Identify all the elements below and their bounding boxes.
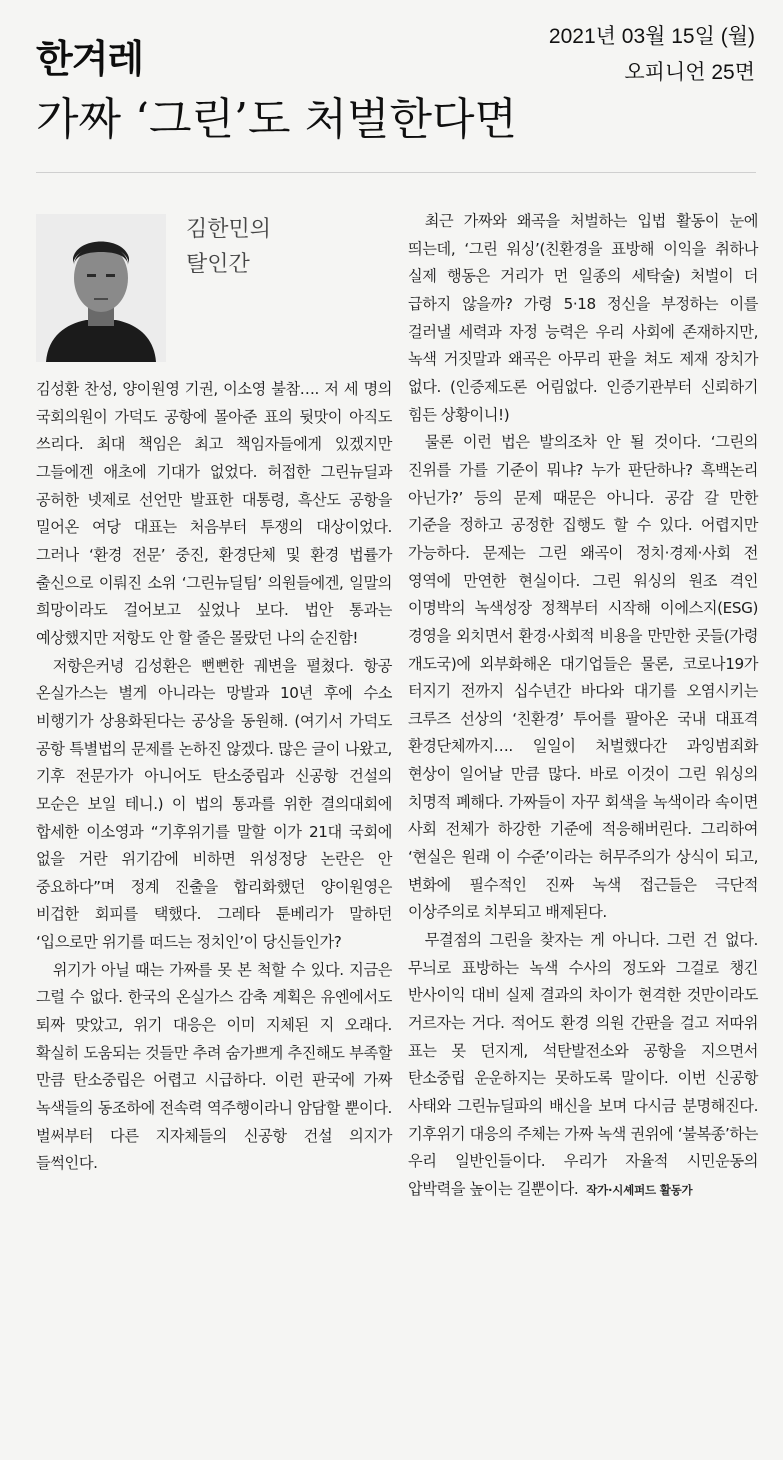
paragraph: 최근 가짜와 왜곡을 처벌하는 입법 활동이 눈에 띄는데, ‘그린 워싱’(친환경을 표방해 이익을 취하나 실제 행동은 거리가 먼 일종의 세탁술) 처벌이 더 급하지 않을까? 가령 5·18 정신을 부정하는 이를 걸러낼 세력과 자정 능력은 우리 사회에 존재하지만, 녹색 거짓말과 왜곡은 아무리 판을 쳐도 제재 장치가 없다. (인증제도론 어림없다. 인증기관부터 신뢰하기 힘든 상황이니!) (408, 212, 758, 424)
paragraph: 저항은커녕 김성환은 뻔뻔한 궤변을 펼쳤다. 항공 온실가스는 별게 아니라는 망발과 10년 후에 수소 비행기가 상용화된다는 공상을 동원해. (여기서 가덕도 공항 특별법의 문제를 논하진 않겠다. 많은 글이 나왔고, 기후 전문가가 아니어도 탄소중립과 신공항 건설의 모순은 보일 테니.) 이 법의 통과를 위한 결의대회에 합세한 이소영과 “기후위기를 말할 이가 21대 국회에 없을 거란 위기감에 비하면 위성정당 논란은 안 중요하다”며 정계 진출을 합리화했던 양이원영은 비겁한 회피를 택했다. 그레타 툰베리가 말하던 ‘입으로만 위기를 떠드는 정치인’이 당신들인가? (36, 656, 392, 952)
right-column-text (408, 208, 758, 1204)
article-headline: 가짜 ‘그린’도 처벌한다면 (36, 94, 517, 145)
paragraph: 위기가 아닐 때는 가짜를 못 본 척할 수 있다. 지금은 그럴 수 없다. 한국의 온실가스 감축 계획은 유엔에서도 퇴짜 맞았고, 위기 대응은 이미 지체된 지 오래다. 확실히 도움되는 것들만 추려 숨가쁘게 추진해도 부족할 만큼 탄소중립은 어렵고 시급하다. 이런 판국에 가짜 녹색들의 동조하에 전속력 역주행이라니 암담할 뿐이다. 벌써부터 다른 지자체들의 신공항 건설 의지가 들썩인다. (36, 960, 392, 1173)
author-credit: 작가·시셰퍼드 활동가 (586, 1182, 693, 1197)
author-photo (36, 214, 166, 362)
article-body (36, 208, 756, 1448)
right-column (408, 208, 758, 1444)
newspaper-logo: 한겨레 (36, 37, 144, 81)
left-column (36, 208, 392, 1444)
publication-date: 2021년 03월 15일 (월) (548, 25, 755, 48)
column-name-line1: 김한민의 (186, 217, 272, 242)
publication-section: 오피니언 25면 (624, 61, 755, 84)
paragraph: 물론 이런 법은 발의조차 안 될 것이다. ‘그린의 진위를 가를 기준이 뭐냐? 누가 판단하나? 흑백논리 아닌가?’ 등의 문제 때문은 아니다. 공감 갈 만한 기준을 정하고 공정한 집행도 할 수 있다. 어렵지만 가능하다. 문제는 그린 왜곡이 정치·경제·사회 전 영역에 만연한 현실이다. 그린 워싱의 원조 격인 이명박의 녹색성장 정책부터 시작해 이에스지(ESG) 경영을 외치면서 환경·사회적 비용을 만만한 곳들(가령 개도국)에 외부화해온 대기업들은 물론, 코로나19가 터지기 전까지 십수년간 바다와 대기를 오염시키는 크루즈 선상의 ‘친환경’ 투어를 팔아온 국내 대표격 환경단체까지…. 일일이 처벌했다간 과잉범죄화 현상이 일어날 만큼 많다. 바로 이것이 그린 워싱의 치명적 폐해다. 가짜들이 자꾸 회색을 녹색이라 속이면 사회 전체가 하강한 기준에 적응해버린다. 그리하여 ‘현실은 원래 이 수준’이라는 허무주의가 상식이 되고, 변화에 필수적인 진짜 녹색 접근들은 극단적 이상주의로 치부되고 배제된다. (408, 433, 758, 922)
paragraph-text: 무결점의 그린을 찾자는 게 아니다. 그런 건 없다. 무늬로 표방하는 녹색 수사의 정도와 그걸로 챙긴 반사이익 대비 실제 결과의 차이가 현격한 것만이라도 거르자는 거다. 적어도 환경 의원 간판을 걸고 저따위 표는 못 던지게, 석탄발전소와 공항을 지으면서 탄소중립 운운하지는 못하도록 말이다. 이번 신공항 사태와 그린뉴딜파의 배신을 보며 다시금 분명해진다. 기후위기 대응의 주체는 가짜 녹색 권위에 ‘불복종’하는 우리 일반인들이다. 우리가 자율적 시민운동의 압박력을 높이는 길뿐이다. (408, 931, 758, 1198)
paragraph: 김성환 찬성, 양이원영 기권, 이소영 불참…. 저 세 명의 국회의원이 가덕도 공항에 몰아준 표의 뒷맛이 아직도 쓰리다. 최대 책임은 최고 책임자들에게 있겠지만 그들에겐 애초에 기대가 없었다. 허접한 그린뉴딜과 공허한 넷제로 선언만 발표한 대통령, 흑산도 공항을 밀어온 여당 대표는 처음부터 투쟁의 대상이었다. 그러나 ‘환경 전문’ 중진, 환경단체 및 환경 법률가 출신으로 이뤄진 소위 ‘그린뉴딜팀’ 의원들에겐, 일말의 희망이라도 걸어보고 싶었나 보다. 법안 통과는 예상했지만 저항도 안 할 줄은 몰랐던 나의 순진함! (36, 380, 393, 647)
byline-box (36, 208, 392, 376)
headline-divider (36, 172, 756, 173)
column-title (186, 212, 271, 282)
column-name-line2: 탈인간 (186, 252, 250, 278)
last-paragraph (408, 927, 758, 1204)
left-column-text (36, 376, 392, 1178)
